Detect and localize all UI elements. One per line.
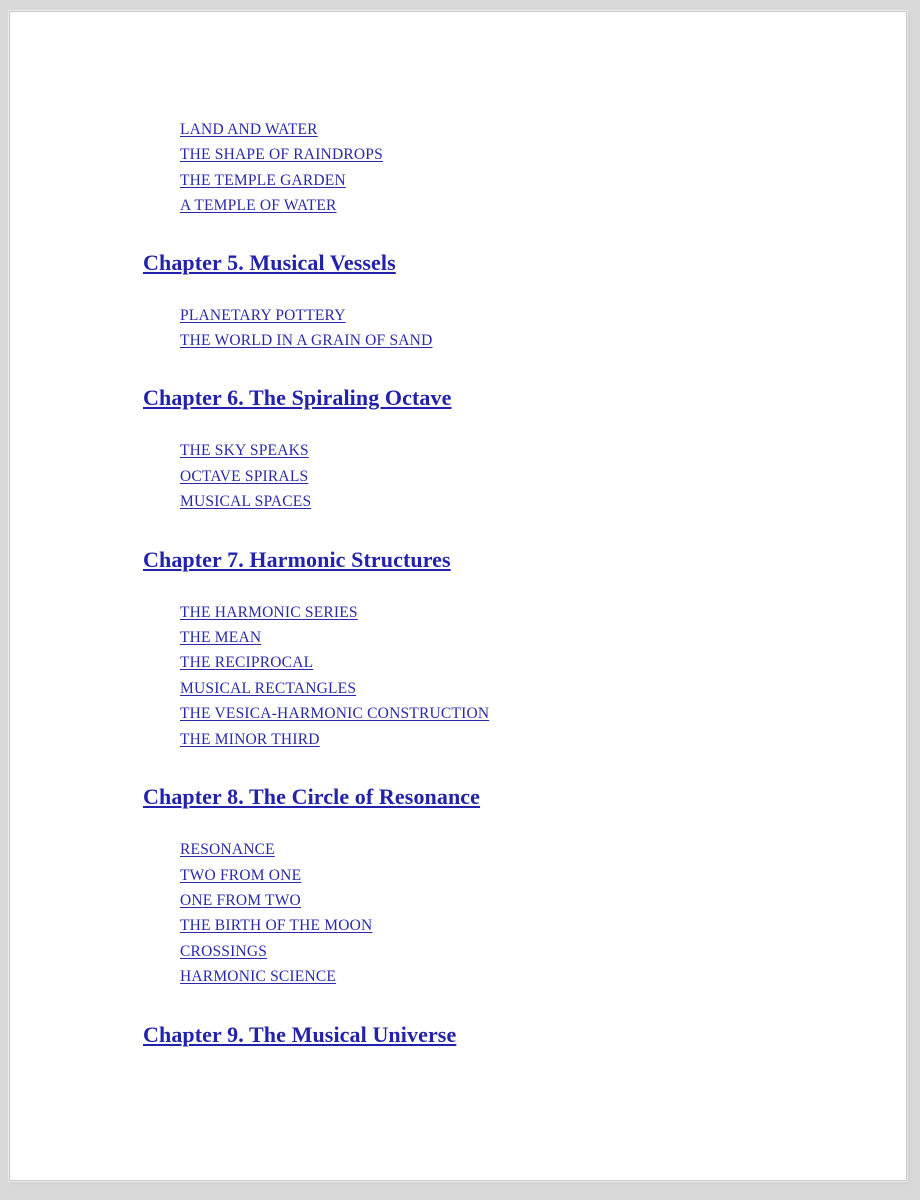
spacer	[10, 277, 906, 303]
toc-section-chapter-6	[10, 384, 906, 514]
toc-entry-link[interactable]: PLANETARY POTTERY	[180, 306, 346, 324]
toc-section-chapter-8	[10, 783, 906, 989]
toc-entry-link[interactable]: THE RECIPROCAL	[180, 654, 314, 672]
toc-entry-link[interactable]: THE SHAPE OF RAINDROPS	[180, 146, 383, 164]
toc-entry-link[interactable]: RESONANCE	[180, 841, 275, 859]
toc-section-chapter-9	[10, 1021, 906, 1049]
toc-entry-link[interactable]: TWO FROM ONE	[180, 866, 302, 884]
toc-entry-link[interactable]: THE WORLD IN A GRAIN OF SAND	[180, 332, 433, 350]
toc-entry-link[interactable]: MUSICAL RECTANGLES	[180, 679, 357, 697]
toc-section-chapter-7	[10, 546, 906, 752]
chapter-heading-link[interactable]: Chapter 6. The Spiraling Octave	[143, 385, 452, 411]
chapter-heading-link[interactable]: Chapter 9. The Musical Universe	[143, 1021, 457, 1047]
spacer	[10, 219, 906, 249]
spacer	[10, 515, 906, 546]
toc-entry-link[interactable]: THE VESICA-HARMONIC CONSTRUCTION	[180, 705, 490, 723]
toc-entry-link[interactable]: A TEMPLE OF WATER	[180, 197, 337, 215]
toc-entry-list	[10, 438, 906, 514]
spacer	[10, 811, 906, 837]
toc-entry-link[interactable]: THE MEAN	[180, 629, 262, 647]
toc-entry-list	[10, 837, 906, 989]
table-of-contents	[10, 12, 906, 1049]
toc-entry-link[interactable]: OCTAVE SPIRALS	[180, 467, 309, 485]
toc-entry-list	[10, 600, 906, 752]
toc-entry-link[interactable]: MUSICAL SPACES	[180, 493, 312, 511]
toc-entry-link[interactable]: LAND AND WATER	[180, 121, 318, 138]
toc-entry-list	[10, 303, 906, 354]
chapter-heading-link[interactable]: Chapter 7. Harmonic Structures	[143, 546, 451, 572]
spacer	[10, 752, 906, 783]
chapter-heading-link[interactable]: Chapter 5. Musical Vessels	[143, 249, 396, 275]
spacer	[10, 353, 906, 384]
toc-entry-list-leading	[10, 117, 906, 219]
toc-entry-link[interactable]: THE MINOR THIRD	[180, 730, 320, 748]
spacer	[10, 574, 906, 600]
toc-entry-link[interactable]: ONE FROM TWO	[180, 891, 301, 909]
spacer	[10, 990, 906, 1021]
document-page	[9, 11, 907, 1181]
chapter-heading-link[interactable]: Chapter 8. The Circle of Resonance	[143, 784, 481, 810]
toc-entry-link[interactable]: THE BIRTH OF THE MOON	[180, 917, 373, 935]
toc-entry-link[interactable]: THE SKY SPEAKS	[180, 442, 309, 460]
toc-section-chapter-5	[10, 249, 906, 354]
toc-entry-link[interactable]: THE TEMPLE GARDEN	[180, 171, 346, 189]
toc-entry-link[interactable]: CROSSINGS	[180, 942, 268, 960]
toc-entry-link[interactable]: THE HARMONIC SERIES	[180, 603, 358, 621]
spacer	[10, 412, 906, 438]
toc-entry-link[interactable]: HARMONIC SCIENCE	[180, 968, 337, 986]
